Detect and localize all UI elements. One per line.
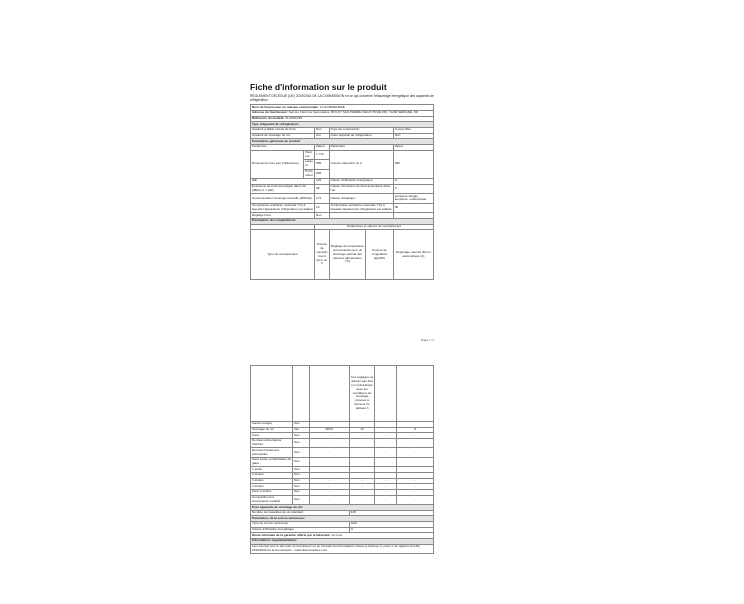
- dimensions-label: Dimensions hors tout (millimètres): [251, 150, 304, 179]
- compartment-flag: Non: [293, 495, 309, 505]
- type-label: Appareil à faible niveau de bruit:: [251, 128, 315, 134]
- compartment-columns-row: [251, 230, 434, 280]
- light-type-label: Type de source lumineuse: [251, 522, 350, 528]
- warranty-value: 12 mois: [331, 532, 343, 537]
- compartment-freezing-power: -: [375, 467, 397, 473]
- compartment-defrost: -: [397, 473, 434, 479]
- compartment-freezing-power: -: [375, 478, 397, 484]
- type-label: Appareil de stockage du vin:: [251, 133, 315, 139]
- page-title: Fiche d'information sur le produit: [250, 82, 387, 92]
- supplier-address-label: Adresse du fournisseur:: [252, 110, 288, 115]
- extra-row: [251, 544, 434, 554]
- dimension-value: 595: [315, 160, 330, 170]
- compartment-flag: Non: [293, 467, 309, 473]
- compartment-defrost: -: [397, 433, 434, 439]
- column-header: Pouvoir de congélation (kg/24h): [366, 230, 393, 280]
- light-class-label: Classe d'efficacité énergétique: [251, 527, 350, 533]
- compartment-name: Denrées hautement périssables: [251, 448, 293, 458]
- general-row: [251, 184, 434, 194]
- dimension-name: Hauteur: [304, 150, 315, 160]
- param-label: Réglage hiver: [251, 213, 315, 219]
- param-label: Classe climatique:: [329, 194, 393, 204]
- param-value: C: [393, 184, 433, 194]
- compartment-freezing-power: -: [375, 473, 397, 479]
- column-header: Valeur: [393, 144, 433, 150]
- compartment-volume: -: [309, 484, 349, 490]
- compartment-flag: Non: [293, 457, 309, 467]
- bottles-value: 135: [349, 510, 433, 516]
- type-value: Non: [315, 128, 330, 134]
- compartment-row: [251, 495, 434, 505]
- wine-header: Pour appareils de stockage du vin:: [251, 505, 434, 511]
- compartment-defrost: -: [397, 478, 434, 484]
- compartment-flag: Non: [293, 489, 309, 495]
- model-label: Référence du modèle:: [252, 116, 285, 121]
- compartment-flag: Non: [293, 422, 309, 428]
- param-value: 125: [315, 179, 330, 185]
- param-value: tempérée élargie, tempérée, subtropicale: [393, 194, 433, 204]
- compartment-temperature: -: [349, 495, 375, 505]
- column-header: Volume de compartiment (dm³ ou l): [315, 230, 330, 280]
- general-row: [251, 203, 434, 213]
- compartment-defrost: A: [397, 427, 434, 433]
- compartment-freezing-power: -: [375, 495, 397, 505]
- compartment-table: [250, 365, 434, 554]
- compartment-flag: Non: [293, 433, 309, 439]
- compartment-temperature: 12: [349, 427, 375, 433]
- model-value: CLA50C18S: [285, 116, 303, 121]
- type-label: Type de construction:: [329, 128, 393, 134]
- compartment-name: Compartiment à température variable: [251, 495, 293, 505]
- compartment-volume: -: [309, 457, 349, 467]
- regulation-text: RÈGLEMENT DÉLÉGUÉ (UE) 2019/2016 DE LA COMMISSION en ce qui concerne l'étiquetage énergétique des appareils de réfrigération: [250, 94, 435, 103]
- compartment-volume: -: [309, 438, 349, 448]
- compartment-freezing-power: -: [375, 489, 397, 495]
- light-class-value: G: [349, 527, 433, 533]
- type-label: Autre appareil de réfrigération:: [329, 133, 393, 139]
- supplier-name-value: LA SOMMELIERE: [319, 104, 345, 109]
- compartment-defrost: -: [397, 457, 434, 467]
- column-header: Type de compartiment: [251, 230, 315, 280]
- compartment-flag: Non: [293, 448, 309, 458]
- compartment-temperature: -: [349, 438, 375, 448]
- compartment-defrost: -: [397, 448, 434, 458]
- compartment-name: Sans étoile ou fabrication de glace: [252, 457, 292, 466]
- compartment-temperature: -: [349, 478, 375, 484]
- compartment-temperature: -: [349, 448, 375, 458]
- compartment-rows: [251, 422, 434, 505]
- compartment-sub-header: Paramètres et valeurs de compartiment: [315, 224, 434, 230]
- compartment-row: [251, 457, 434, 467]
- compartment-defrost: -: [397, 489, 434, 495]
- dimension-value: 605: [315, 169, 330, 179]
- supplier-address-value: Service Client La Sommelière, BOUVY SAS PIERRE VIEUX PRUE 156, 71200 SERIGNE, FR: [288, 110, 418, 115]
- param-label: IEE: [251, 179, 315, 185]
- param-label: Classe d'efficacité énergétique: [329, 179, 393, 185]
- column-header: Paramètre: [251, 144, 315, 150]
- param-value: 172: [315, 194, 330, 204]
- compartment-volume: -: [309, 448, 349, 458]
- param-value: 10: [315, 203, 330, 213]
- general-header: Paramètres généraux du produit:: [251, 139, 434, 145]
- compartment-flag: Non: [293, 438, 309, 448]
- type-value: À pose libre: [393, 128, 433, 134]
- column-header: Réglage de température recommandé pour un stockage optimal des denrées alimentaires (°C): [329, 230, 366, 280]
- compartment-freezing-power: -: [375, 438, 397, 448]
- page-number: Page 1 / 2: [421, 337, 434, 342]
- compartment-header: Paramètres du compartiment:: [251, 218, 434, 224]
- compartment-flag: Non: [293, 473, 309, 479]
- compartment-temperature: -: [349, 484, 375, 490]
- compartment-row: [251, 448, 434, 458]
- light-type-value: LED: [349, 522, 433, 528]
- compartment-volume: 380,0: [309, 427, 349, 433]
- column-header: Dégivrage manuel (M) ou automatique (A): [393, 230, 433, 280]
- total-volume-value: 380: [393, 150, 433, 179]
- compartment-row: [251, 438, 434, 448]
- compartment-freezing-power: -: [375, 484, 397, 490]
- light-header: Paramètres de la source lumineuse:: [251, 516, 434, 522]
- param-label: Classe d'émission de bruit acoustique dans l'air: [329, 184, 393, 194]
- document-page-2: [250, 365, 434, 570]
- compartment-volume: -: [309, 495, 349, 505]
- compartment-name: Stockage du vin: [251, 427, 293, 433]
- compartment-name: 2 étoiles: [251, 473, 293, 479]
- type-value: Non: [393, 133, 433, 139]
- compartment-volume: -: [309, 467, 349, 473]
- column-header: Paramètre: [329, 144, 393, 150]
- param-value: Non: [315, 213, 330, 219]
- compartment-freezing-power: -: [375, 433, 397, 439]
- compartment-temperature: -: [349, 457, 375, 467]
- type-value: Oui: [315, 133, 330, 139]
- extra-info-text: Lien internet vers le site web du fournisseur où se trouvent les informations visées à l'annexe II, point 4, du règlement (UE) 2019/2016 de la Commission : www.lasommeliere.com: [251, 544, 434, 554]
- compartment-name: 3 étoiles: [251, 478, 293, 484]
- warranty-label: Durée minimale de la garantie offerte par le fabricant:: [252, 532, 331, 537]
- compartment-freezing-power: -: [375, 427, 397, 433]
- compartment-defrost: -: [397, 484, 434, 490]
- type-header: Type d'appareil de réfrigération:: [251, 122, 434, 128]
- supplier-name-label: Nom du fournisseur ou marque commerciale:: [252, 104, 319, 109]
- compartment-name: Denrées alimentaires fraîches: [251, 438, 293, 448]
- compartment-name: Cave: [251, 433, 293, 439]
- param-value: 38: [393, 203, 433, 213]
- product-info-table: [250, 104, 434, 280]
- compartment-name: 1 étoile: [251, 467, 293, 473]
- compartment-name: Zone 2 étoiles: [251, 489, 293, 495]
- dimension-name: Largeur: [305, 159, 313, 168]
- param-value: 38: [315, 184, 330, 194]
- compartment-defrost: -: [397, 467, 434, 473]
- compartment-flag: Oui: [293, 427, 309, 433]
- param-label: Température ambiante minimale (°C) à laquelle l'appareil de réfrigération est adapté: [252, 203, 313, 211]
- continued-header-row: [251, 366, 434, 422]
- param-label: Émissions de bruit acoustique dans l'air [dB(A) re 1 pW]: [251, 184, 315, 194]
- compartment-name: Garde-manger: [251, 422, 293, 428]
- compartment-flag: Non: [293, 484, 309, 490]
- compartment-defrost: -: [397, 438, 434, 448]
- column-header: Valeur: [315, 144, 330, 150]
- dimension-value: 1 712: [315, 150, 330, 160]
- general-row: [251, 194, 434, 204]
- compartment-flag: Non: [293, 478, 309, 484]
- compartment-temperature: -: [349, 467, 375, 473]
- compartment-defrost: -: [397, 495, 434, 505]
- dimension-row: [251, 150, 434, 160]
- compartment-volume: -: [309, 473, 349, 479]
- dimension-name: Profondeur: [305, 168, 313, 177]
- compartment-temperature: -: [349, 473, 375, 479]
- total-volume-label: Volume total (dm³ ou l): [329, 150, 393, 179]
- document-page-1: [250, 82, 434, 344]
- continued-header: Ces réglages ne doivent pas être en contradiction avec les conditions de stockage prévues à l'annexe IV, tableau 3: [349, 366, 375, 422]
- compartment-volume: -: [309, 489, 349, 495]
- extra-header: Informations supplémentaires:: [251, 538, 434, 544]
- param-value: G: [393, 179, 433, 185]
- compartment-name: 4 étoiles: [251, 484, 293, 490]
- param-label: Température ambiante maximale (°C) à laquelle l'appareil de réfrigération est adapté: [330, 203, 392, 211]
- bottles-label: Nombre de bouteilles de vin standard: [251, 510, 350, 516]
- compartment-temperature: -: [349, 489, 375, 495]
- compartment-temperature: -: [349, 433, 375, 439]
- compartment-volume: -: [309, 478, 349, 484]
- compartment-volume: -: [309, 433, 349, 439]
- compartment-freezing-power: -: [375, 448, 397, 458]
- param-label: Consommation d'énergie annuelle (kWh/an): [251, 194, 315, 204]
- compartment-freezing-power: -: [375, 457, 397, 467]
